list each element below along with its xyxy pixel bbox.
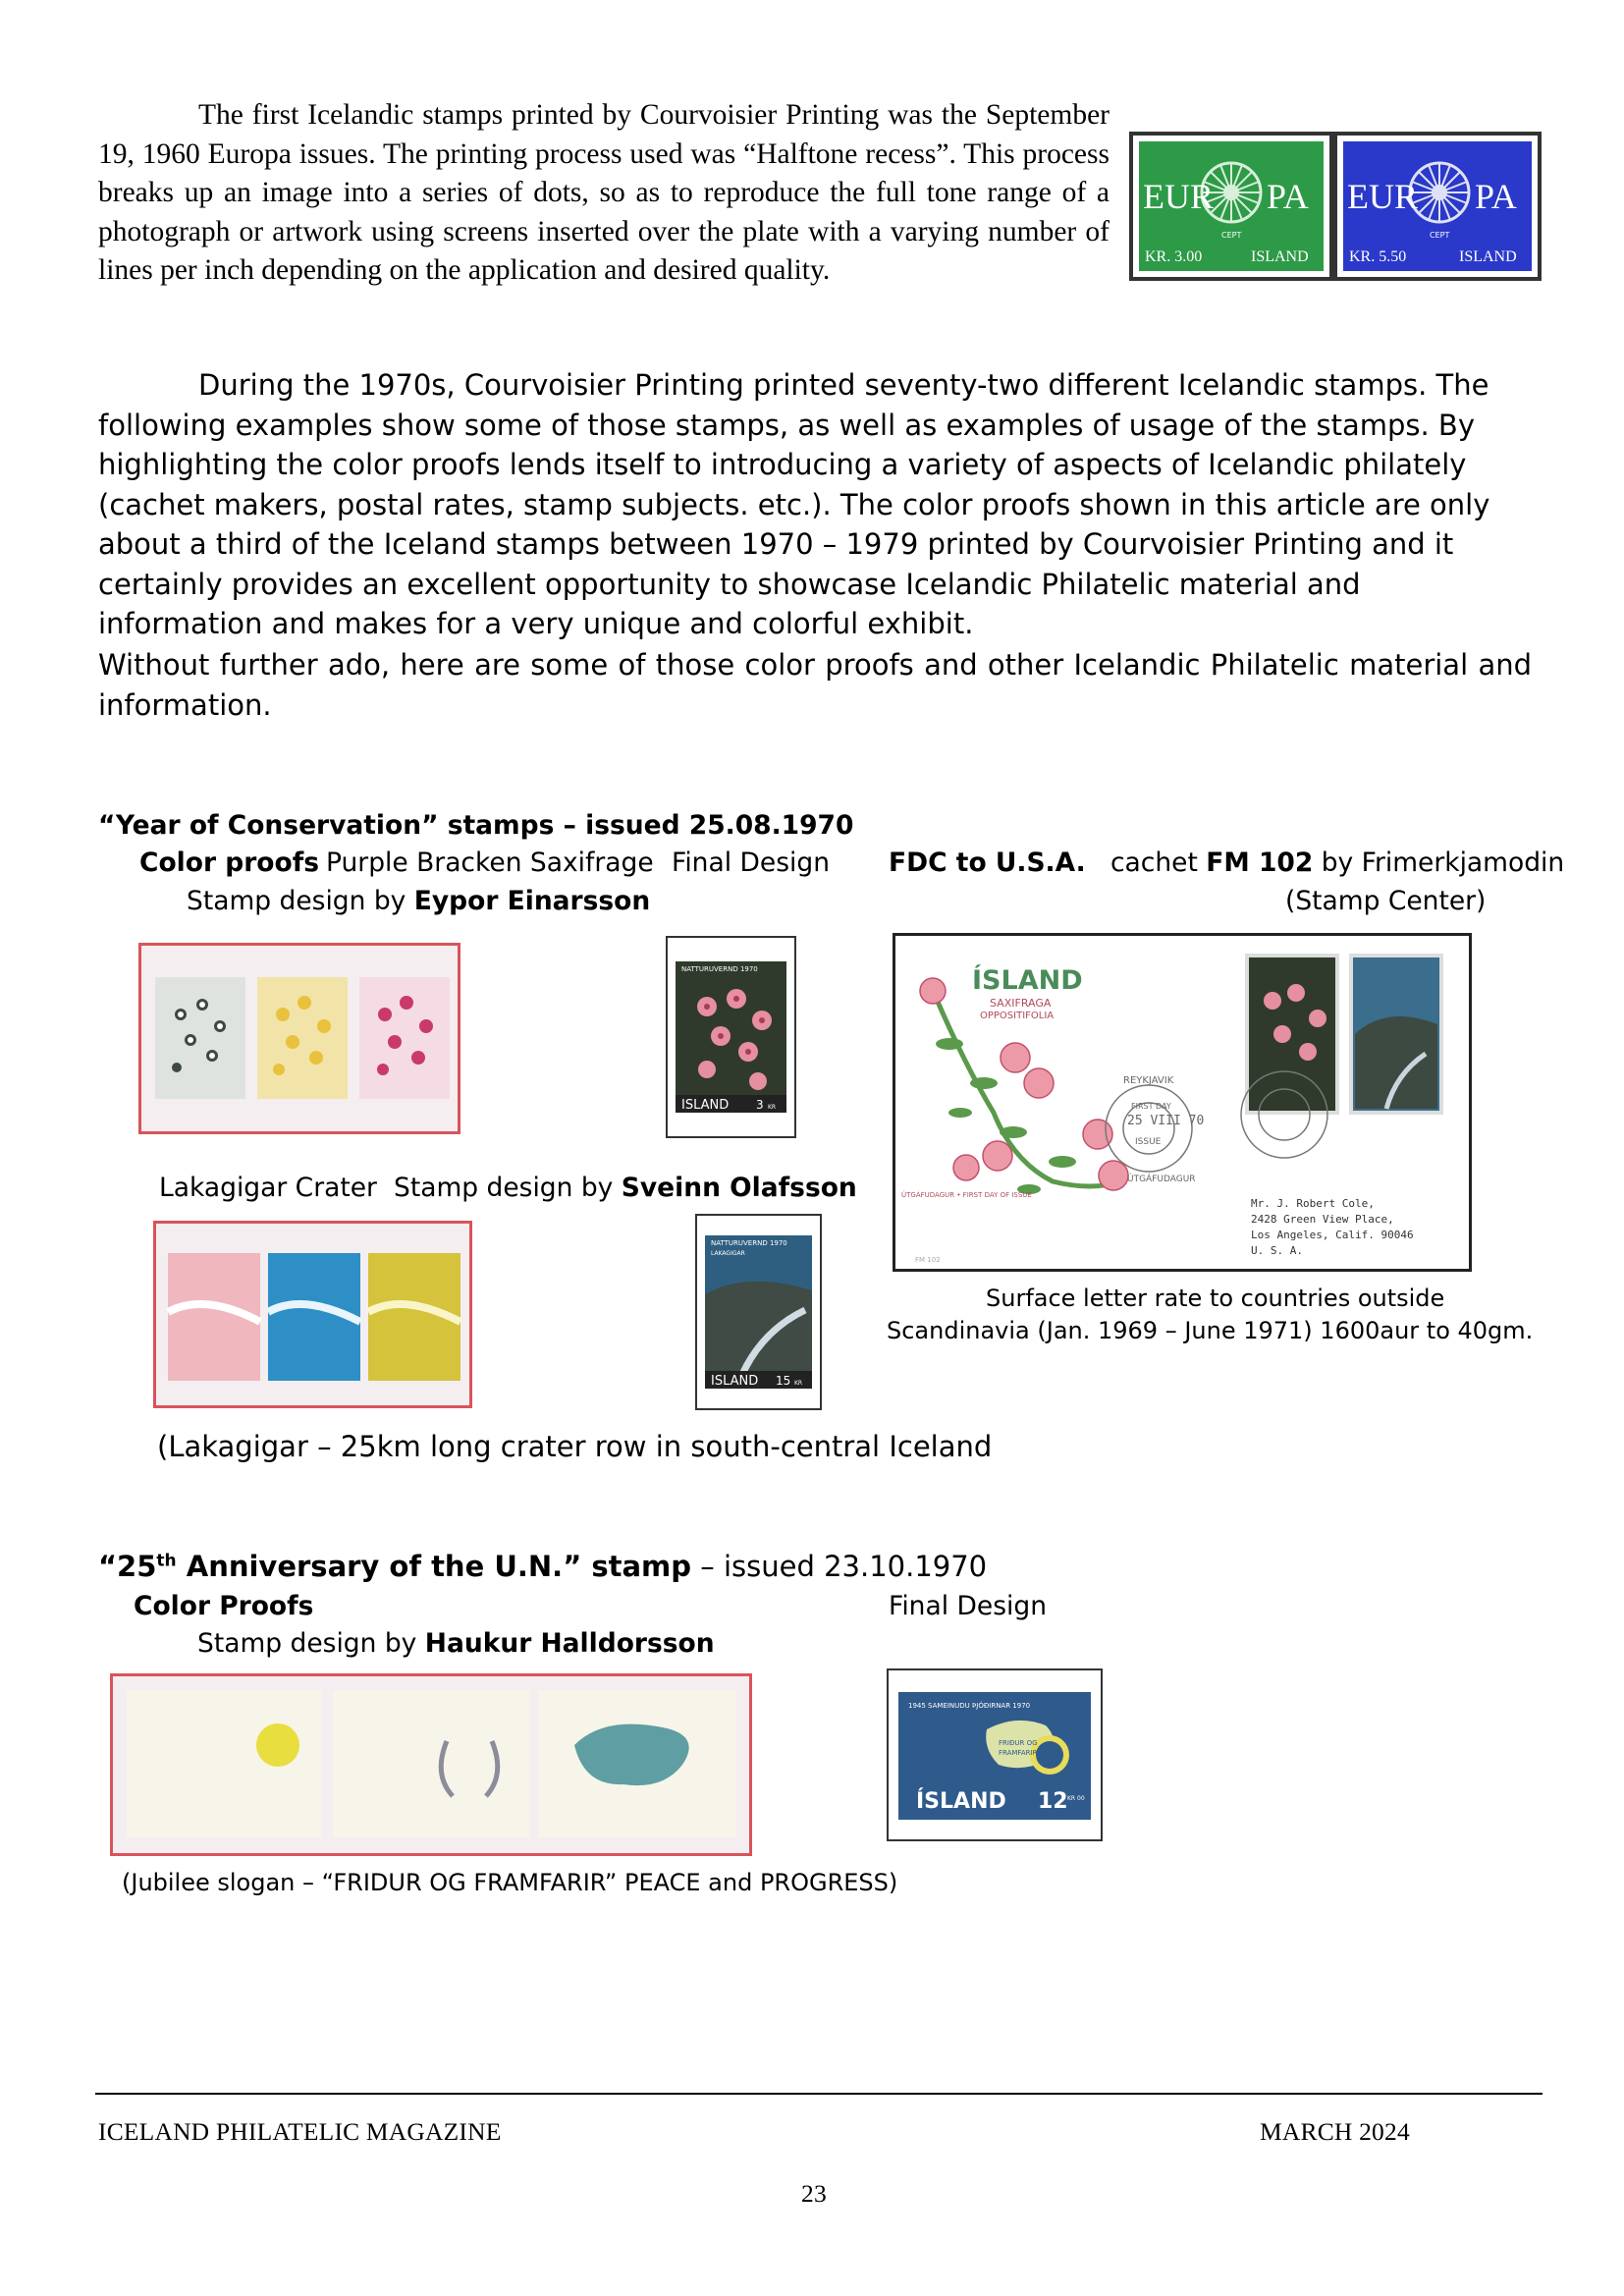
- un-stamp-value: 12: [1038, 1789, 1068, 1814]
- stamp-sub-text: LAKAGIGAR: [711, 1250, 745, 1257]
- un-heading-sup: th: [156, 1551, 177, 1571]
- stamp-top-text: NATTURUVERND 1970: [711, 1239, 787, 1247]
- europa-country: ISLAND: [1251, 248, 1309, 265]
- designer-name: Eypor Einarsson: [413, 886, 651, 916]
- cover-code: FM 102: [915, 1256, 941, 1264]
- europa-stamp-2: [1337, 136, 1538, 277]
- un-final-design: Final Design: [889, 1591, 1047, 1621]
- footer-date: MARCH 2024: [1260, 2117, 1410, 2146]
- un-color-proofs-label: Color Proofs: [134, 1591, 314, 1621]
- lakagigar-note: (Lakagigar – 25km long crater row in south-central Iceland: [157, 1430, 993, 1463]
- un-stamp-top: 1945 SAMEINUDU ÞJÓÐIRNAR 1970: [908, 1702, 1031, 1710]
- fdc-cover-image: [895, 936, 1469, 1269]
- cover-island: ÍSLAND: [972, 965, 1083, 996]
- fdc-caption: [889, 847, 1564, 878]
- footer-magazine: ICELAND PHILATELIC MAGAZINE: [98, 2117, 502, 2146]
- address-line-4: U. S. A.: [1251, 1244, 1303, 1257]
- saxifrage-proofs: [138, 943, 460, 1134]
- conservation-subject-2: Lakagigar Crater: [159, 1173, 377, 1203]
- lakagigar-proofs: [153, 1221, 472, 1408]
- address-line-2: 2428 Green View Place,: [1251, 1213, 1394, 1226]
- design-prefix: Stamp design by: [187, 886, 414, 916]
- cover-line-1: SAXIFRAGA: [990, 997, 1052, 1010]
- europa-value: KR. 5.50: [1349, 248, 1407, 265]
- un-stamp-country: ÍSLAND: [916, 1789, 1006, 1814]
- conservation-designer-1: [187, 886, 650, 916]
- un-stamp-image: [889, 1670, 1101, 1839]
- stamp-value: 15: [776, 1374, 791, 1388]
- paragraph-3: Without further ado, here are some of those color proofs and other Icelandic Philatelic material and information.: [98, 648, 1532, 722]
- stamp-center-label: (Stamp Center): [1285, 886, 1487, 916]
- fdc-cover: [893, 933, 1472, 1272]
- europa-word-right: PA: [1267, 177, 1309, 216]
- un-heading-issued: – issued 23.10.1970: [691, 1550, 988, 1583]
- saxifrage-proofs-image: [141, 946, 458, 1131]
- un-designer: [197, 1628, 715, 1659]
- cachet-prefix: cachet: [1110, 847, 1207, 878]
- stamp-unit: KR: [794, 1380, 803, 1387]
- stamp-country: ISLAND: [681, 1098, 730, 1113]
- saxifrage-stamp-image: [668, 938, 794, 1136]
- postmark-first-day: FIRST DAY: [1131, 1102, 1171, 1111]
- un-final-stamp: [887, 1668, 1103, 1841]
- fdc-label: FDC to U.S.A.: [889, 847, 1086, 878]
- rate-line-2: Scandinavia (Jan. 1969 – June 1971) 1600aur to 40gm.: [887, 1317, 1534, 1344]
- europa-country: ISLAND: [1459, 248, 1517, 265]
- europa-value: KR. 3.00: [1145, 248, 1203, 265]
- design-prefix: Stamp design by: [394, 1173, 622, 1203]
- footer-divider: [95, 2093, 1543, 2095]
- un-stamp-mid-1: FRIÐUR OG: [999, 1739, 1038, 1747]
- stamp-value: 3: [756, 1098, 764, 1112]
- paragraph-2: [98, 365, 1532, 644]
- europa-word-left: EUR: [1143, 177, 1214, 216]
- page-number: 23: [801, 2179, 827, 2208]
- intro-text: The first Icelandic stamps printed by Courvoisier Printing was the September 19, 1960 Europa issues. The printing process used was “Halftone recess”. This process breaks up an image into a series of dots, so as to reproduce the full tone range of a photograph or artwork using screens inserted over the plate with a varying number of lines per inch depending on the application and desired quality.: [98, 99, 1110, 286]
- un-proofs-image: [113, 1676, 749, 1853]
- europa-stamp-1: [1133, 136, 1329, 277]
- un-stamp-unit: KR 00: [1067, 1795, 1085, 1802]
- postmark-date: 25 VIII 70: [1127, 1114, 1205, 1128]
- conservation-heading: “Year of Conservation” stamps – issued 25.08.1970: [98, 810, 854, 841]
- europa-cept: CEPT: [1430, 231, 1450, 240]
- postmark-issue: ISSUE: [1135, 1137, 1162, 1147]
- rate-line-1: Surface letter rate to countries outside: [986, 1285, 1445, 1312]
- cachet-code: FM 102: [1206, 847, 1314, 878]
- postmark-city: REYKJAVIK: [1123, 1075, 1174, 1086]
- address-line-1: Mr. J. Robert Cole,: [1251, 1197, 1375, 1210]
- europa-word-right: PA: [1475, 177, 1517, 216]
- un-heading-rest: Anniversary of the U.N.” stamp: [176, 1550, 692, 1583]
- un-heading: [98, 1550, 987, 1583]
- un-proofs: [110, 1673, 752, 1856]
- europa-stamps-image: [1129, 132, 1542, 281]
- cover-first-day: ÚTGÁFUDAGUR • FIRST DAY OF ISSUE: [901, 1191, 1032, 1199]
- intro-paragraph: [98, 96, 1110, 291]
- europa-word-left: EUR: [1347, 177, 1418, 216]
- un-stamp-mid-2: FRAMFARIR: [999, 1749, 1038, 1757]
- stamp-country: ISLAND: [711, 1374, 759, 1389]
- postmark-bottom: ÚTGÁFUDAGUR: [1127, 1175, 1196, 1184]
- conservation-color-proofs-label: Color proofs: [139, 847, 319, 878]
- lakagigar-proofs-image: [156, 1224, 469, 1405]
- europa-stamps: [1129, 132, 1542, 281]
- conservation-final-design: Final Design: [672, 847, 830, 878]
- stamp-top-text: NATTURUVERND 1970: [681, 965, 758, 973]
- paragraph-2-text: During the 1970s, Courvoisier Printing printed seventy-two different Icelandic stamps. The following examples show some of those stamps, as well as examples of usage of the stamps. By highlighting the color proofs lends itself to introducing a variety of aspects of Icelandic philately (cachet makers, postal rates, stamp subjects. etc.). The color proofs shown in this article are only about a third of the Iceland stamps between 1970 – 1979 printed by Courvoisier Printing and it certainly provides an excellent opportunity to showcase Icelandic Philatelic material and information and makes for a very unique and colorful exhibit.: [98, 368, 1490, 640]
- europa-cept: CEPT: [1221, 231, 1242, 240]
- design-prefix: Stamp design by: [197, 1628, 425, 1659]
- conservation-designer-2: [394, 1173, 857, 1203]
- un-slogan: (Jubilee slogan – “FRIDUR OG FRAMFARIR” PEACE and PROGRESS): [122, 1869, 898, 1896]
- conservation-subject-1: Purple Bracken Saxifrage: [326, 847, 654, 878]
- designer-name: Haukur Halldorsson: [424, 1628, 715, 1659]
- lakagigar-stamp-image: [697, 1216, 820, 1408]
- un-heading-open: “25: [98, 1550, 157, 1583]
- cover-stamp-saxifrage: [1247, 956, 1337, 1113]
- cachet-suffix: by Frimerkjamodin: [1313, 847, 1565, 878]
- cover-line-2: OPPOSITIFOLIA: [980, 1011, 1055, 1021]
- stamp-unit: KR: [768, 1104, 777, 1111]
- designer-name: Sveinn Olafsson: [621, 1173, 857, 1203]
- lakagigar-final-stamp: [695, 1214, 822, 1410]
- saxifrage-final-stamp: [666, 936, 796, 1138]
- address-line-3: Los Angeles, Calif. 90046: [1251, 1229, 1414, 1241]
